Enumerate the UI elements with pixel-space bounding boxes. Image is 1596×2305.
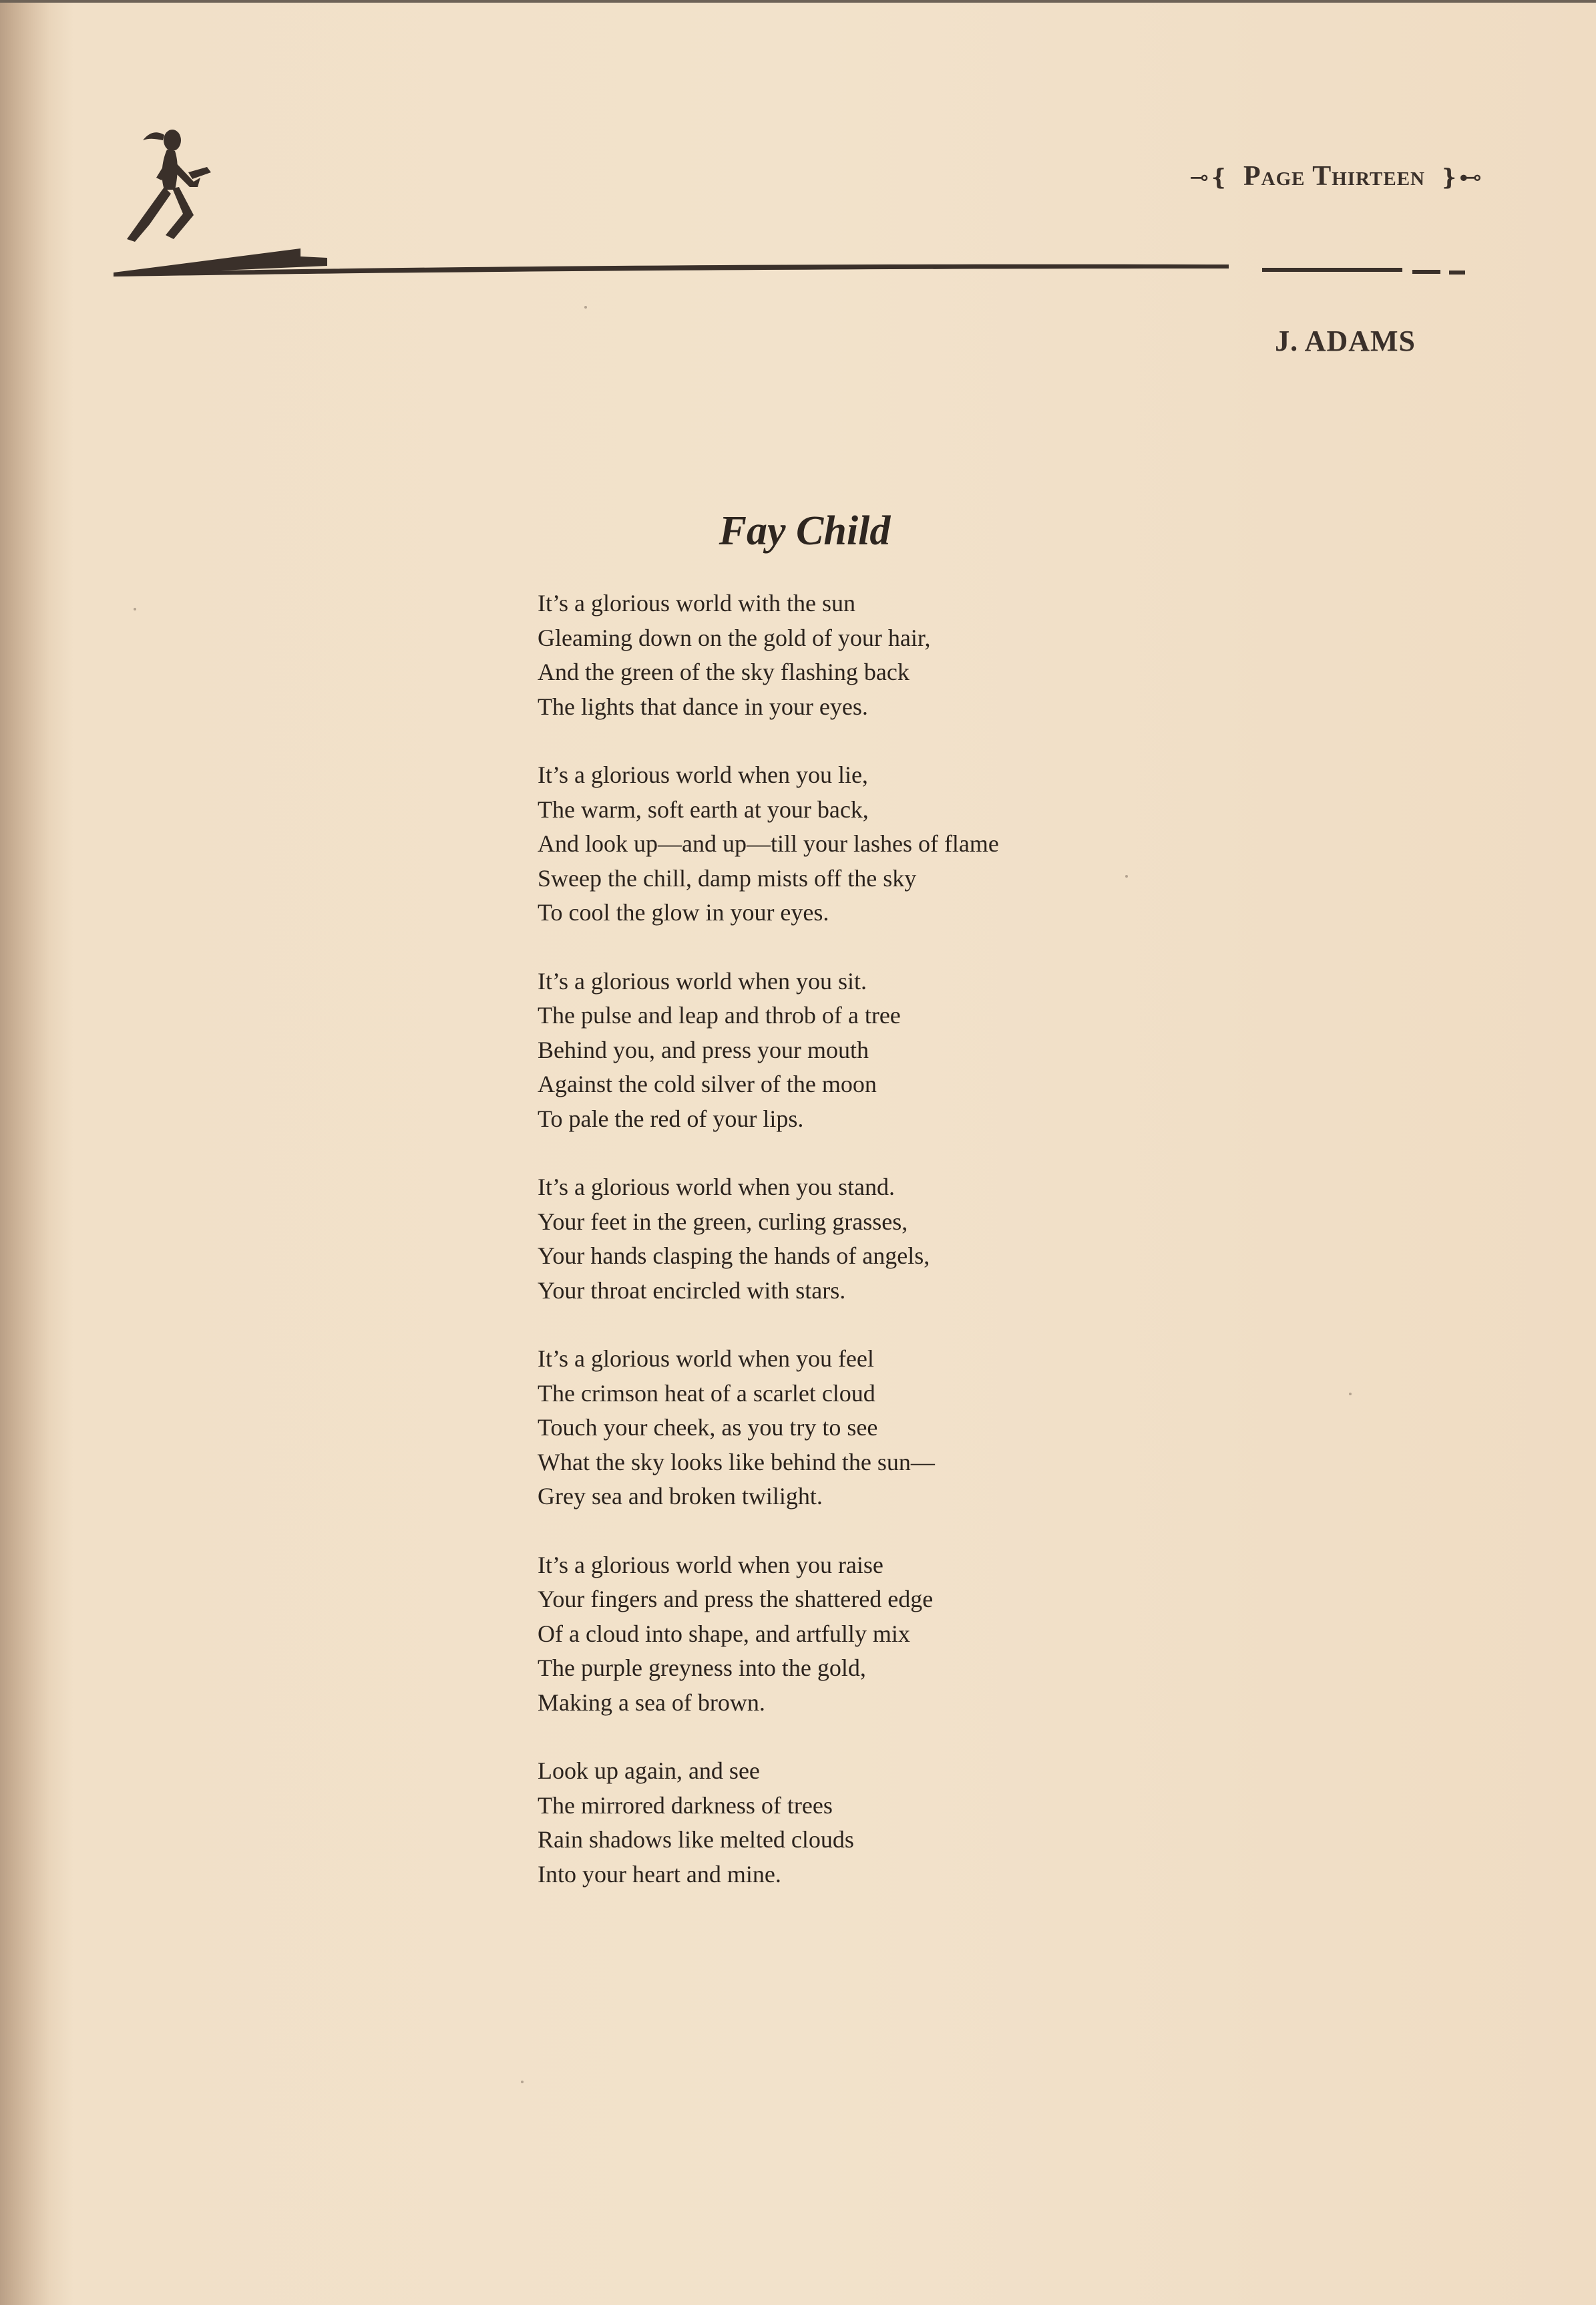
poem-line: Making a sea of brown. <box>538 1689 765 1716</box>
poem-line: Sweep the chill, damp mists off the sky <box>538 864 917 892</box>
poem-line: And the green of the sky flashing back <box>538 659 910 685</box>
poem-line: The mirrored darkness of trees <box>538 1791 833 1819</box>
paper-speck <box>1125 875 1128 878</box>
poem-line: And look up—and up—till your lashes of flame <box>538 830 999 857</box>
paper-speck <box>134 608 136 610</box>
header-rule-with-runner-figure <box>100 120 1489 294</box>
poem-line: It’s a glorious world when you raise <box>538 1551 883 1578</box>
poem-line: Against the cold silver of the moon <box>538 1071 877 1097</box>
poem-body <box>538 586 1205 1926</box>
poem-line: The purple greyness into the gold, <box>538 1654 866 1681</box>
poem-line: Grey sea and broken twilight. <box>538 1483 823 1510</box>
poem-line: Your throat encircled with stars. <box>538 1276 846 1304</box>
page-top-edge <box>0 0 1596 3</box>
poem-line: Touch your cheek, as you try to see <box>538 1414 878 1441</box>
poem-line: What the sky looks like behind the sun— <box>538 1448 935 1475</box>
paper-speck <box>521 2081 524 2083</box>
poem-line: Behind you, and press your mouth <box>538 1036 869 1063</box>
poem-line: It’s a glorious world when you stand. <box>538 1174 895 1200</box>
poem-title: Fay Child <box>719 508 891 554</box>
stanza <box>538 1170 1205 1308</box>
poem-line: Gleaming down on the gold of your hair, <box>538 624 931 651</box>
rule-dash-2 <box>1412 270 1440 274</box>
poem-line: Into your heart and mine. <box>538 1860 781 1888</box>
page-number-label: Page Thirteen <box>1243 161 1425 192</box>
poem-line: Of a cloud into shape, and artfully mix <box>538 1620 910 1647</box>
page-number-header <box>1135 160 1482 192</box>
poem-line: To pale the red of your lips. <box>538 1105 804 1132</box>
ornament-left-icon: ⊸❴ <box>1189 166 1229 190</box>
rule-dash-3 <box>1449 271 1465 275</box>
author-name: J. ADAMS <box>1275 325 1416 357</box>
poem-line: It’s a glorious world when you lie, <box>538 761 868 788</box>
poem-line: The crimson heat of a scarlet cloud <box>538 1379 875 1407</box>
rule-dash-1 <box>1262 268 1402 272</box>
stanza <box>538 758 1205 930</box>
poem-line: Your fingers and press the shattered edge <box>538 1586 934 1612</box>
poem-line: It’s a glorious world when you feel <box>538 1345 874 1372</box>
ornament-right-icon: ❵⊷ <box>1439 166 1482 190</box>
poem-line: It’s a glorious world when you sit. <box>538 967 867 995</box>
poem-line: Your feet in the green, curling grasses, <box>538 1208 908 1235</box>
poem-line: The pulse and leap and throb of a tree <box>538 1002 901 1029</box>
poem-line: The warm, soft earth at your back, <box>538 795 869 823</box>
poem-line: It’s a glorious world with the sun <box>538 590 855 616</box>
paper-speck <box>584 306 587 309</box>
runner-figure-icon <box>127 130 211 242</box>
poem-line: Your hands clasping the hands of angels, <box>538 1242 930 1269</box>
poem-line: Rain shadows like melted clouds <box>538 1826 854 1853</box>
stanza <box>538 1754 1205 1892</box>
stanza <box>538 964 1205 1137</box>
poem-line: Look up again, and see <box>538 1757 760 1784</box>
stanza <box>538 1342 1205 1514</box>
stanza <box>538 586 1205 724</box>
poem-line: To cool the glow in your eyes. <box>538 899 829 926</box>
paper-speck <box>1349 1393 1352 1395</box>
poem-line: The lights that dance in your eyes. <box>538 693 868 720</box>
stanza <box>538 1548 1205 1721</box>
